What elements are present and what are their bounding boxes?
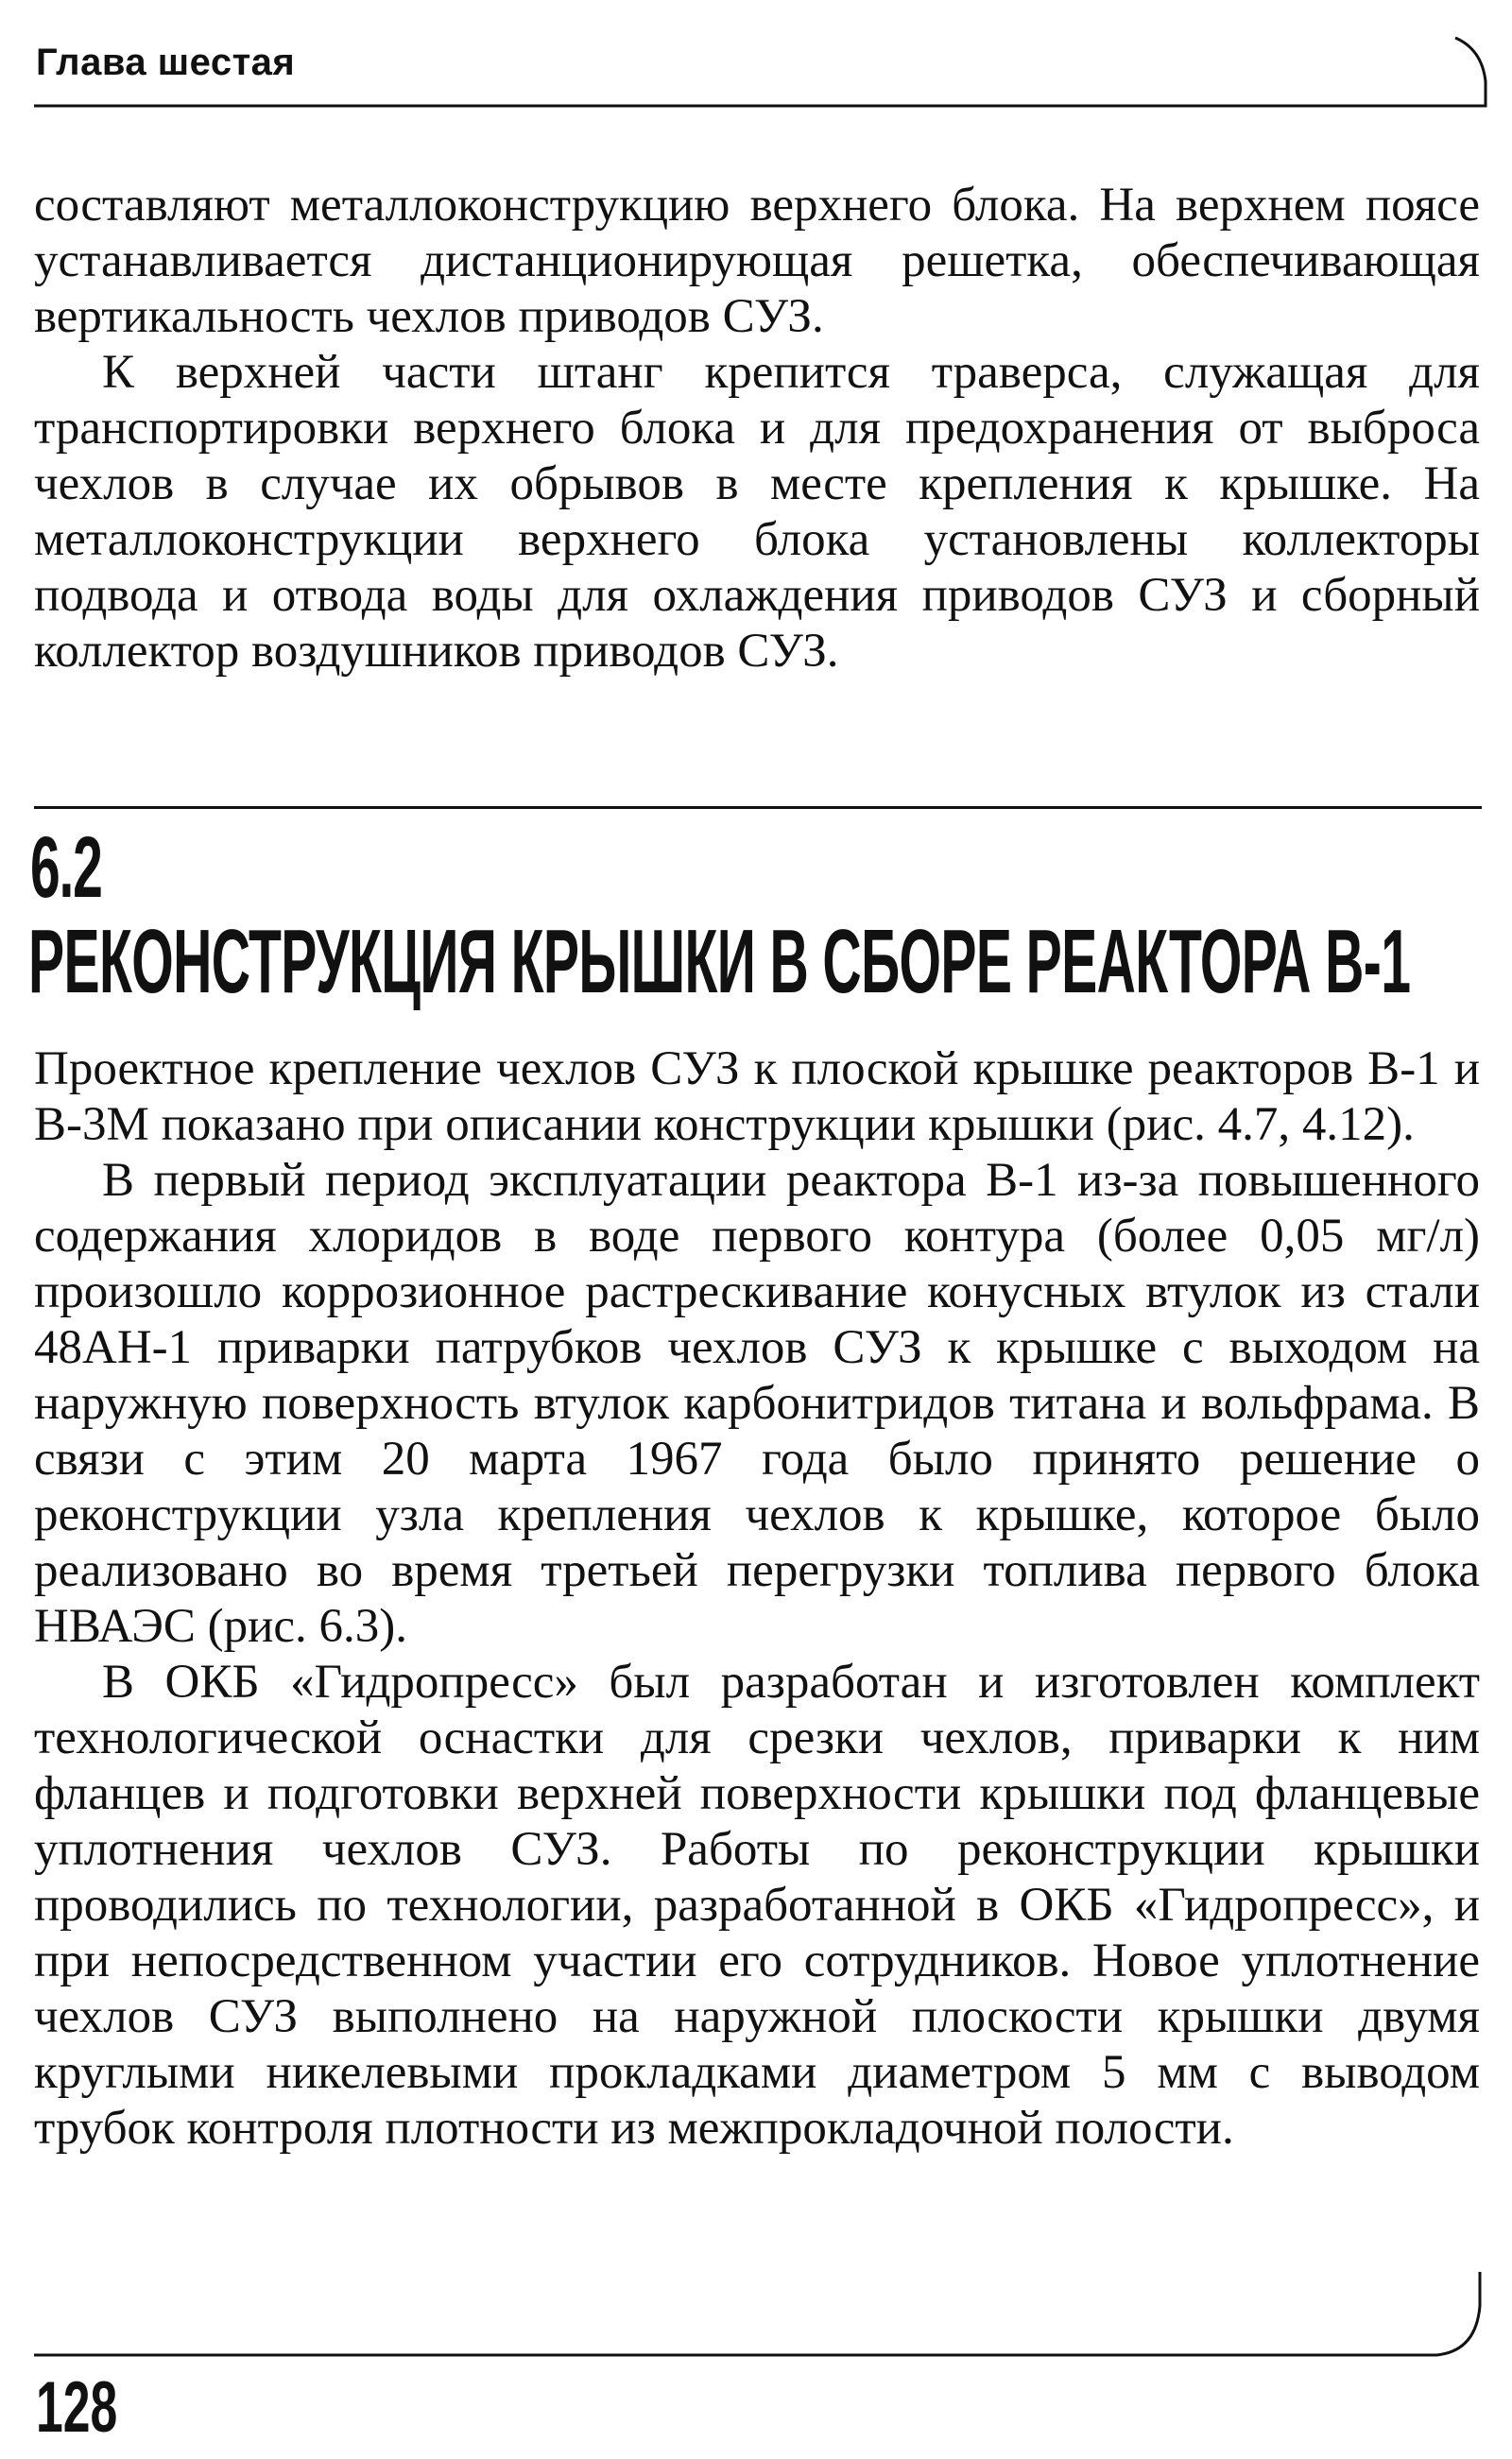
page-number: 128 [36, 2367, 118, 2448]
section-title: РЕКОНСТРУКЦИЯ КРЫШКИ В СБОРЕ РЕАКТОРА В-1 [28, 911, 1411, 1012]
footer-rule [34, 2272, 1480, 2355]
paragraph: Проектное крепление чехлов СУЗ к плоской крышке реакторов В-1 и В-3М показано при описании конструкции крышки (рис. 4.7, 4.12). [34, 1042, 1480, 1151]
paragraph: В первый период эксплуатации реактора В-1 из-за повышенного содержания хлоридов в воде первого контура (более 0,05 мг/л) произошло коррозионное растрескивание конусных втулок из стали 48АН-1 приварки патрубков чехлов СУЗ к крышке с выходом на наружную поверхность втулок карбонитридов титана и вольфрама. В связи с этим 20 марта 1967 года было принято решение о реконструкции узла крепления чехлов к крышке, которое было реализовано во время третьей перегрузки топлива первого блока НВАЭС (рис. 6.3). [34, 1154, 1480, 1653]
paragraph: К верхней части штанг крепится траверса, служащая для транспортировки верхнего блока и для предохранения от выброса чехлов в случае их обрывов в месте крепления к крышке. На металлоконструкции верхнего блока установлены коллекторы подвода и отвода воды для охлаждения приводов СУЗ и сборный коллектор воздушников приводов СУЗ. [34, 346, 1480, 678]
section-number: 6.2 [30, 819, 102, 916]
running-head: Глава шестая [36, 42, 296, 83]
paragraph: В ОКБ «Гидропресс» был разработан и изготовлен комплект технологической оснастки для срезки чехлов, приварки к ним фланцев и подготовки верхней поверхности крышки под фланцевые уплотнения чехлов СУЗ. Работы по реконструкции крышки проводились по технологии, разработанной в ОКБ «Гидропресс», и при непосредственном участии его сотрудников. Новое уплотнение чехлов СУЗ выполнено на наружной плоскости крышки двумя круглыми никелевыми прокладками диаметром 5 мм с выводом трубок контроля плотности из межпрокладочной полости. [34, 1656, 1480, 2155]
paragraph: составляют металлоконструкцию верхнего блока. На верхнем поясе устанавливается дистанционирующая решетка, обеспечивающая вертикальность чехлов приводов СУЗ. [34, 179, 1480, 343]
